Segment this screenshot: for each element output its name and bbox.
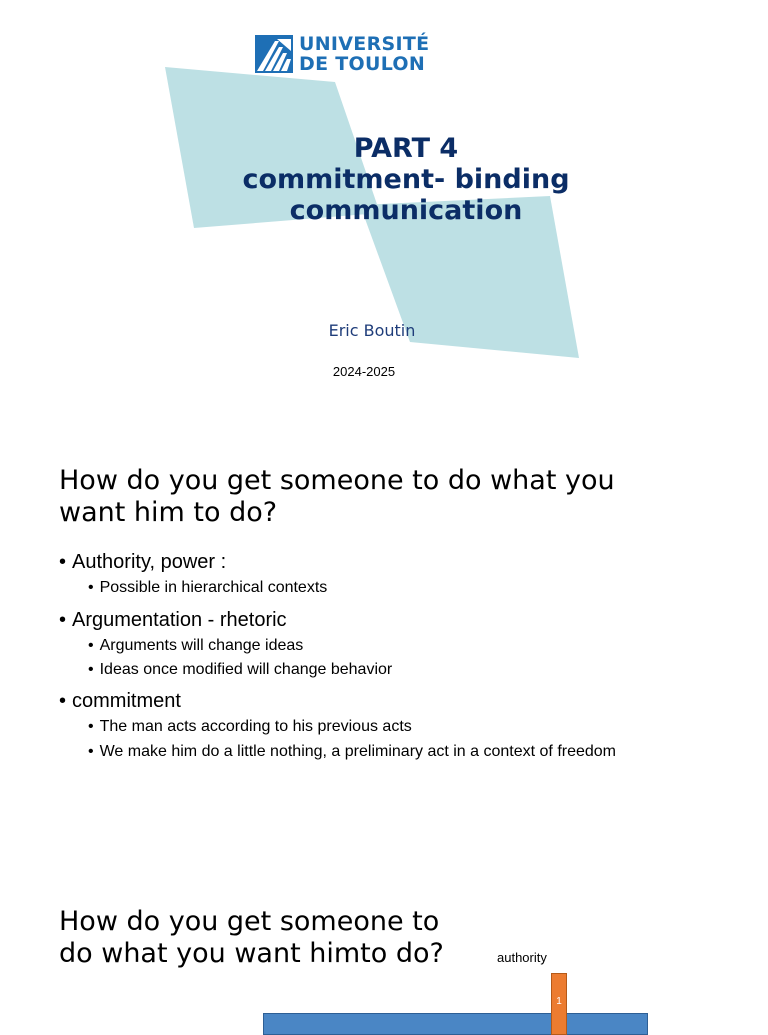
sub-bullet: • Arguments will change ideas bbox=[88, 637, 303, 655]
chart-label-authority: authority bbox=[497, 950, 547, 965]
slide1-title bbox=[0, 133, 768, 226]
bullet-argumentation: • Argumentation - rhetoric bbox=[59, 609, 287, 632]
slide2-heading-line1: How do you get someone to do what you bbox=[59, 465, 615, 496]
bullet-authority: • Authority, power : bbox=[59, 551, 226, 574]
sub-bullet: • We make him do a little nothing, a preliminary act in a context of freedom bbox=[88, 743, 616, 761]
slide2-heading bbox=[59, 465, 615, 529]
bullet-commitment: • commitment bbox=[59, 690, 181, 713]
author-name: Eric Boutin bbox=[328, 321, 416, 340]
slide3-heading bbox=[59, 906, 444, 970]
slide2-heading-line2: want him to do? bbox=[59, 497, 278, 528]
slide3-heading-line2: do what you want himto do? bbox=[59, 938, 444, 969]
sub-bullet: • The man acts according to his previous acts bbox=[88, 718, 412, 736]
logo-line1: UNIVERSITÉ bbox=[299, 33, 430, 55]
logo-mark-icon bbox=[255, 35, 293, 73]
slide3-heading-line1: How do you get someone to bbox=[59, 906, 440, 937]
academic-year: 2024-2025 bbox=[332, 364, 396, 379]
sub-bullet: • Possible in hierarchical contexts bbox=[88, 579, 327, 597]
title-line2: commitment- binding bbox=[242, 164, 570, 195]
title-line3: communication bbox=[289, 195, 523, 226]
university-logo bbox=[255, 34, 429, 74]
bar-value-label: 1 bbox=[556, 996, 562, 1007]
orange-bar bbox=[551, 973, 567, 1035]
logo-line2: DE TOULON bbox=[299, 53, 426, 75]
sub-bullet: • Ideas once modified will change behavior bbox=[88, 661, 392, 679]
title-part: PART 4 bbox=[353, 133, 459, 164]
logo-wordmark bbox=[299, 34, 429, 74]
blue-bar bbox=[263, 1013, 648, 1035]
